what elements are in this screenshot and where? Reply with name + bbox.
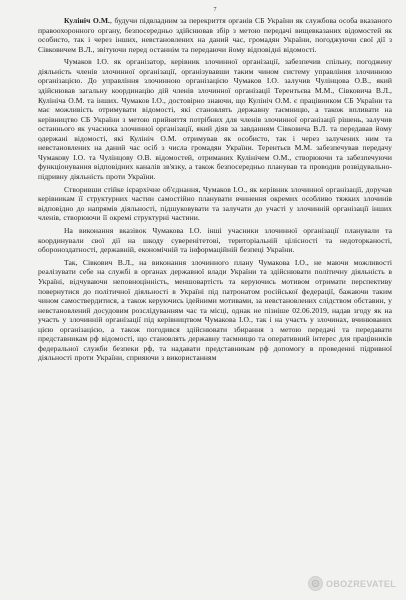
watermark <box>308 576 396 591</box>
paragraph-4: На виконання вказівок Чумакова І.О. інші учасники злочинної організації планували та координували свої дії на шкоду суверенітетові, територіальній цілісності та недоторканості, обороноздатності, державній, економічній та інформаційній безпеці України. <box>38 226 392 255</box>
paragraph-3: Створивши стійке ієрархічне об'єднання, Чумаков І.О., як керівник злочинної організації, доручав керівникам її структурних частин самостійно планувати вчинення окремих особливо тяжких злочинів відповідно до напрямів діяльності, підшуковувати та залучати до участі у злочинній організації інших членів, створюючи її окремі структурні частини. <box>38 184 392 223</box>
paragraph-2: Чумаков І.О. як організатор, керівник злочинної організації, забезпечив спільну, погоджену діяльність членів злочинної організації, організувавши таким чином систему управління злочинною організацією. До управління злочинною організацією Чумаков І.О. залучив Чулінцова О.В., який здійснював загальну координацію дій членів злочинної організації Терентьєва М.М., Сівковича В.Л., Кулініча О.М. та інших. Чумаков І.О., достовірно знаючи, що Кулініч О.М. є працівником СБ України та має можливість отримувати відомості, які становлять державну таємницю, а також впливати на керівництво СБ України з метою прийняття потрібних для членів злочинної організації рішень, залучив останнього як учасника злочинної організації, який діяв за завданням Сівковича В.Л. та передавав йому одержані відомості, які Кулініч О.М. отримував як особисто, так і через залучених ним та невстановлених на даний час осіб з числа громадян України. Терентьєв М.М. забезпечував передачу Чумакову І.О. та Чулінцову О.В. відомостей, отриманих Кулінічем О.М., створюючи та забезпечуючи функціонування відповідних каналів зв'язку, а також безпосередньо планував та проводив розвідувально-підривну діяльність проти України. <box>38 57 392 181</box>
paragraph-1-lead: Кулініч О.М. <box>64 16 110 25</box>
paragraph-1-text: , будучи підвладним за перекриття органів СБ України як службова особа вказаного правоохоронного органу, безпосередньо здійснював збір з метою передачі вищевказаних відомостей як особисто, так і через інших, невстановлених на даний час, громадян України, погоджуючи свої дії з Сівковичем В.Л., звітуючи перед останнім та передаючи йому відповідні відомості. <box>38 16 392 54</box>
paragraph-5: Так, Сівкович В.Л., на виконання злочинного плану Чумакова І.О., не маючи можливості реалізувати себе на службі в органах державної влади України та здійснювати політичну діяльність в Україні, відчуваючи неповноцінність, меншовартість та керуючись мотивом отримати перспективу повернутися до політичної діяльності в Україні під патронатом російської федерації, бажаючи таким чином самоствердитися, а також керуючись ідейними мотивами, за невстановлених слідством обставин, у невстановлений досудовим розслідуванням час та місці, однак не пізніше 02.06.2019, надав згоду як на участь у злочинній організації під керівництвом Чумакова І.О., так і на участь у злочинах, вчинюваних цією організацією, а також погодився здійснювати збирання з метою передачі та передавати представникам рф відомості, що становлять державну таємницю та оперативний інтерес для працівників федеральної служби безпеки рф, та надавати представникам рф допомогу в проведенні підривної діяльності проти України, сприяючи з використанням <box>38 257 392 363</box>
paragraph-1 <box>38 16 392 54</box>
page-number: 7 <box>213 7 217 13</box>
watermark-text: OBOZREVATEL <box>326 578 396 589</box>
obozrevatel-logo-icon <box>308 576 323 591</box>
